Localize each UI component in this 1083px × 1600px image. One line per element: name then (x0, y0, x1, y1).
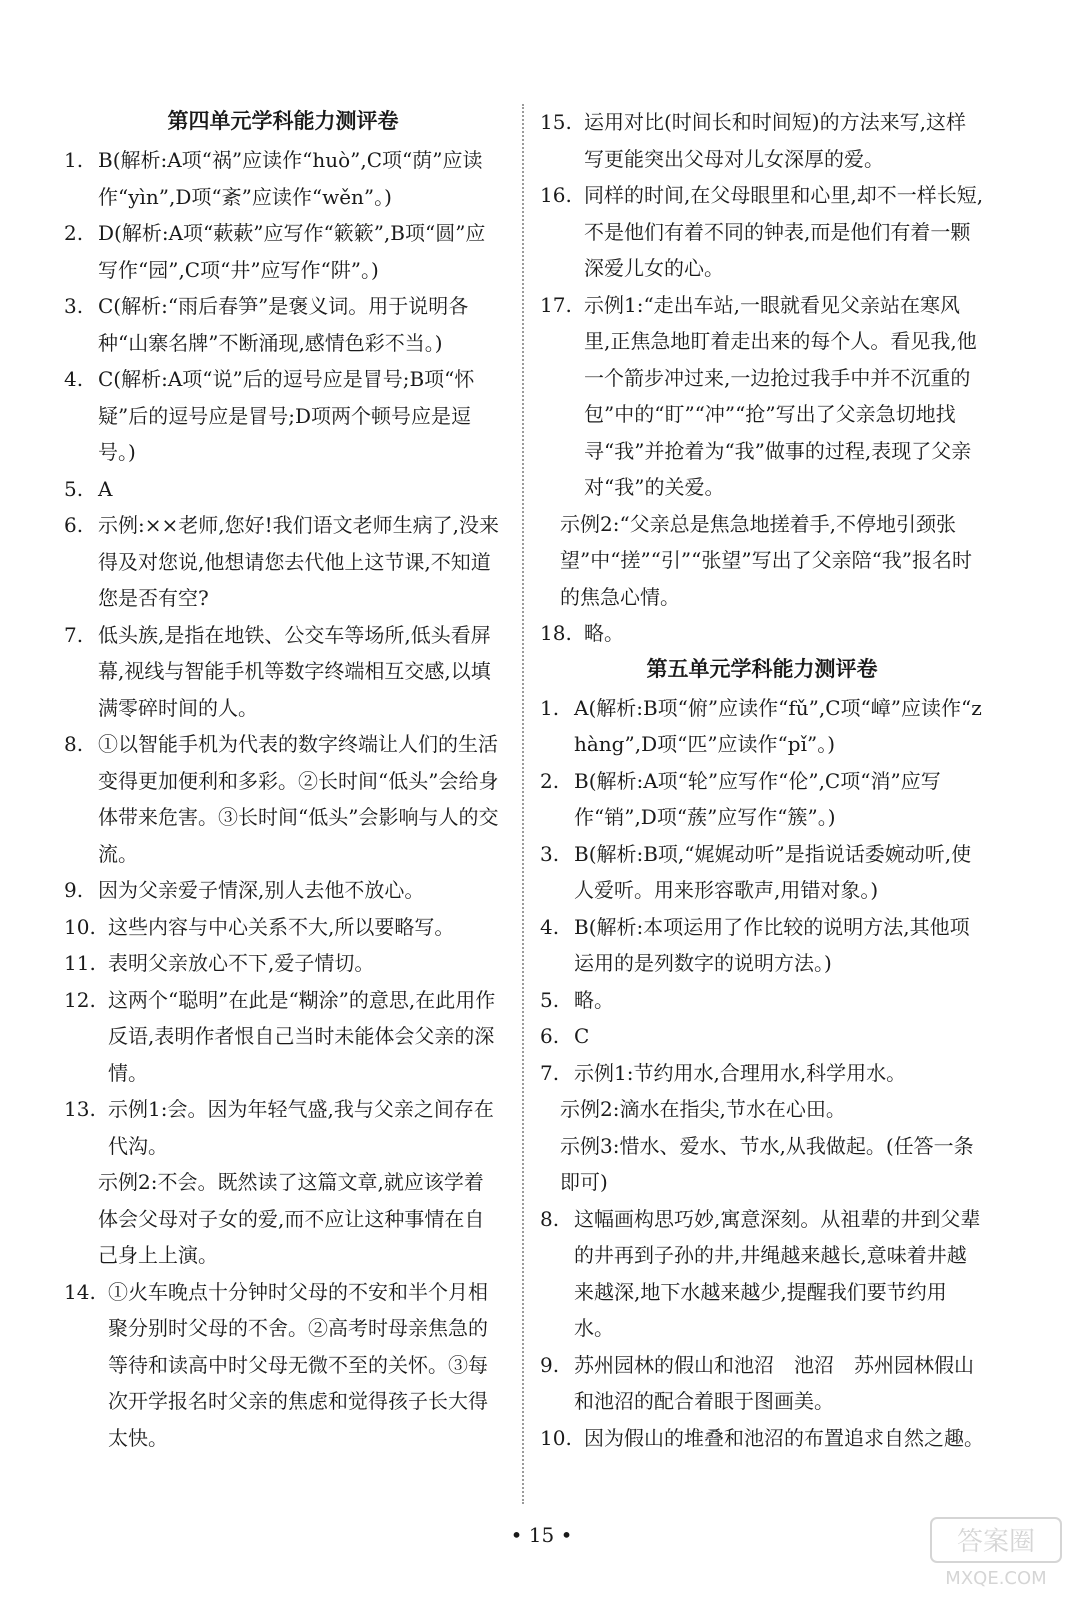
answer-item (540, 1018, 984, 1055)
answer-number: 6. (540, 1024, 560, 1048)
answer-item (64, 726, 502, 872)
answer-text: 苏州园林的假山和池沼 池沼 苏州园林假山和池沼的配合着眼于图画美。 (574, 1352, 974, 1413)
answer-text: 运用对比(时间长和时间短)的方法来写,这样写更能突出父母对儿女深厚的爱。 (584, 110, 966, 171)
answer-number: 3. (64, 294, 84, 318)
answer-item (540, 287, 984, 506)
answer-number: 2. (540, 768, 560, 793)
answer-item (540, 982, 984, 1019)
answer-text: B(解析:A项“祸”应读作“huò”,C项“荫”应读作“yìn”,D项“紊”应读作“wěn”。) (98, 148, 483, 209)
svg-text:答案圈: 答案圈 (956, 1527, 1036, 1557)
answer-item (64, 1274, 502, 1457)
answer-text: ①火车晚点十分钟时父母的不安和半个月相聚分别时父母的不舍。②高考时母亲焦急的等待和读高中时父母无微不至的关怀。③每次开学报名时父亲的焦虑和觉得孩子长大得太快。 (108, 1279, 488, 1450)
answer-number: 5. (64, 476, 84, 501)
answer-item (64, 982, 502, 1092)
answer-item (64, 872, 502, 909)
answer-number: 15. (540, 110, 572, 134)
answer-item (540, 690, 984, 763)
answer-text: B(解析:B项,“娓娓动听”是指说话委婉动听,使人爱听。用来形容歌声,用错对象。) (574, 841, 972, 902)
answer-item (540, 177, 984, 287)
answer-item (64, 617, 502, 727)
answer-text: B(解析:本项运用了作比较的说明方法,其他项运用的是列数字的说明方法。) (574, 914, 970, 975)
unit-4-heading: 第四单元学科能力测评卷 (167, 109, 399, 133)
answer-number: 13. (64, 1097, 96, 1121)
answer-number: 16. (540, 183, 572, 207)
answer-text: A(解析:B项“俯”应读作“fǔ”,C项“嶂”应读作“zhàng”,D项“匹”应读作“pǐ”。) (574, 695, 982, 756)
answer-sub-example: 示例2:不会。既然读了这篇文章,就应该学着体会父母对子女的爱,而不应让这种事情在自己身上上演。 (98, 1170, 485, 1267)
answer-number: 11. (64, 951, 96, 975)
answer-number: 9. (64, 878, 84, 902)
answer-number: 7. (64, 622, 84, 647)
answer-number: 1. (64, 148, 84, 172)
answer-item (540, 1055, 984, 1092)
answer-text: 因为假山的堆叠和池沼的布置追求自然之趣。 (584, 1425, 984, 1450)
answer-text: C(解析:“雨后春笋”是褒义词。用于说明各种“山寨名牌”不断涌现,感情色彩不当。) (98, 294, 469, 355)
answer-item (64, 1091, 502, 1164)
answer-number: 3. (540, 841, 560, 866)
answer-text: 示例1:节约用水,合理用水,科学用水。 (574, 1060, 907, 1085)
answer-number: 7. (540, 1060, 560, 1085)
answer-item (540, 1420, 984, 1457)
answer-text: 示例:××老师,您好!我们语文老师生病了,没来得及对您说,他想请您去代他上这节课,不知道您是否有空? (98, 513, 500, 610)
answer-text: C(解析:A项“说”后的逗号应是冒号;B项“怀疑”后的逗号应是冒号;D项两个顿号应是逗号。) (98, 367, 475, 464)
answer-number: 8. (540, 1206, 560, 1231)
answer-item (64, 361, 502, 471)
answer-sub-example: 示例2:滴水在指尖,节水在心田。 (560, 1097, 846, 1121)
answer-text: 这两个“聪明”在此是“糊涂”的意思,在此用作反语,表明作者恨自己当时未能体会父亲的深情。 (108, 987, 496, 1085)
answer-number: 10. (540, 1425, 572, 1450)
answer-text: 略。 (584, 621, 624, 645)
answer-number: 1. (540, 695, 560, 720)
svg-text:MXQE.COM: MXQE.COM (945, 1568, 1047, 1589)
answer-item (540, 615, 984, 652)
answer-item (64, 507, 502, 617)
answer-number: 4. (540, 914, 560, 939)
answer-item (540, 836, 984, 909)
watermark-logo (921, 1512, 1071, 1592)
unit-4-answers (64, 142, 502, 1456)
answer-number: 17. (540, 292, 572, 317)
answer-text: 低头族,是指在地铁、公交车等场所,低头看屏幕,视线与智能手机等数字终端相互交感,以填满零碎时间的人。 (98, 622, 491, 720)
answer-item (64, 471, 502, 508)
unit-4-answers-continued (540, 104, 984, 652)
answer-number: 5. (540, 987, 560, 1012)
answer-number: 4. (64, 367, 84, 391)
answer-number: 8. (64, 732, 84, 756)
answer-text: D(解析:A项“蔌蔌”应写作“簌簌”,B项“圆”应写作“园”,C项“井”应写作“阱”。) (98, 221, 486, 282)
answer-text: 示例1:会。因为年轻气盛,我与父亲之间存在代沟。 (108, 1097, 494, 1158)
answer-number: 14. (64, 1279, 96, 1304)
answer-item (540, 763, 984, 836)
answer-number: 6. (64, 513, 84, 537)
answer-text: 略。 (574, 987, 614, 1012)
answer-text: 表明父亲放心不下,爱子情切。 (108, 951, 375, 975)
answer-text: B(解析:A项“轮”应写作“伦”,C项“消”应写作“销”,D项“蔟”应写作“簇”。) (574, 768, 941, 829)
answer-item (64, 215, 502, 288)
answer-item (540, 104, 984, 177)
answer-item (540, 1347, 984, 1420)
answer-text: 因为父亲爱子情深,别人去他不放心。 (98, 878, 425, 902)
answer-item (64, 142, 502, 215)
page-number: • 15 • (510, 1523, 573, 1547)
answer-number: 9. (540, 1352, 560, 1377)
right-column (540, 104, 984, 1456)
answer-text: 这些内容与中心关系不大,所以要略写。 (108, 914, 455, 939)
answer-text: 同样的时间,在父母眼里和心里,却不一样长短,不是他们有着不同的钟表,而是他们有着一颗深爱儿女的心。 (584, 183, 984, 280)
answer-text: C (574, 1024, 590, 1048)
left-column (64, 104, 502, 1456)
unit-5-answers (540, 690, 984, 1457)
answer-text: A (98, 476, 113, 501)
answer-item (64, 945, 502, 982)
answer-number: 18. (540, 621, 572, 645)
column-divider (522, 104, 524, 1504)
answer-item (540, 1201, 984, 1347)
answer-sub-example: 示例3:惜水、爱水、节水,从我做起。(任答一条即可) (560, 1133, 974, 1194)
answer-item (540, 909, 984, 982)
answer-text: ①以智能手机为代表的数字终端让人们的生活变得更加便利和多彩。②长时间“低头”会给身体带来危害。③长时间“低头”会影响与人的交流。 (98, 732, 499, 866)
answer-number: 12. (64, 987, 96, 1012)
unit-5-heading: 第五单元学科能力测评卷 (646, 656, 878, 681)
answer-item (64, 909, 502, 946)
answer-text: 示例1:“走出车站,一眼就看见父亲站在寒风里,正焦急地盯着走出来的每个人。看见我,他一个箭步冲过来,一边抢过我手中并不沉重的包”中的“盯”“冲”“抢”写出了父亲急切地找寻“我”并抢着为“我”做事的过程,表现了父亲对“我”的关爱。 (584, 292, 977, 499)
answer-number: 10. (64, 914, 96, 939)
answer-number: 2. (64, 221, 84, 245)
answer-text: 这幅画构思巧妙,寓意深刻。从祖辈的井到父辈的井再到子孙的井,井绳越来越长,意味着井越来越深,地下水越来越少,提醒我们要节约用水。 (574, 1206, 981, 1340)
answer-item (64, 288, 502, 361)
answer-sub-example: 示例2:“父亲总是焦急地搓着手,不停地引颈张望”中“搓”“引”“张望”写出了父亲陪“我”报名时的焦急心情。 (560, 511, 973, 609)
